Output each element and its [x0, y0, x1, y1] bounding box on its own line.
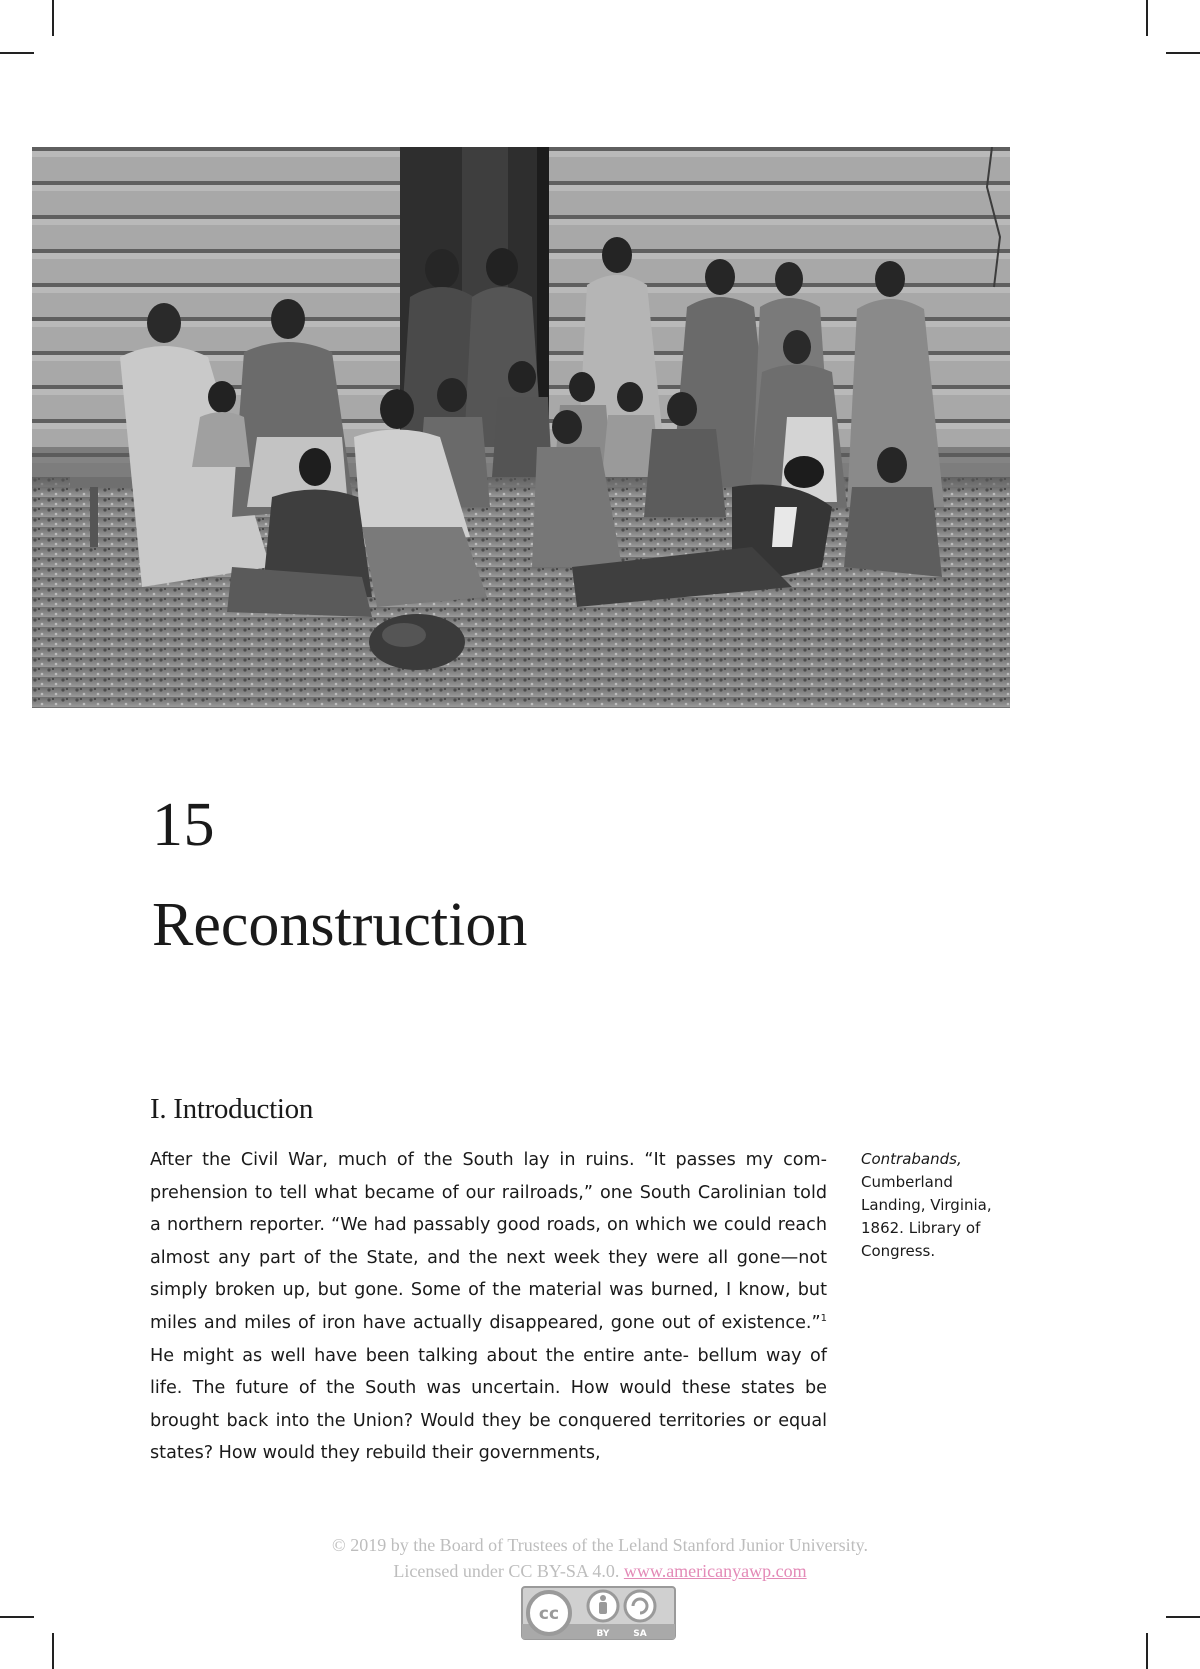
cc-badge-graphic — [521, 1586, 676, 1640]
body-line: gone—not simply broken up, but gone. Some of the material was burned, — [150, 1247, 828, 1301]
crop-mark — [1146, 1633, 1148, 1669]
crop-mark — [0, 1616, 34, 1618]
cc-by-sa-badge[interactable] — [521, 1586, 676, 1640]
sa-icon — [625, 1591, 655, 1621]
body-line: prehension to tell what became of our railroads,” one South Carolinian — [150, 1182, 787, 1203]
license-text: Licensed under CC BY-SA 4.0. — [393, 1561, 620, 1581]
caption-title: Contrabands, — [861, 1150, 962, 1168]
body-line: of existence.” — [697, 1312, 821, 1333]
body-line: could reach almost any part of the State, and the next week they were all — [150, 1215, 828, 1268]
page-footer — [0, 1532, 1200, 1584]
body-line: After the Civil War, much of the South lay in ruins. “It passes my com- — [150, 1150, 827, 1170]
badge-sa-text: SA — [633, 1629, 647, 1639]
photo-caption — [861, 1148, 1011, 1263]
section-heading: I. Introduction — [150, 1093, 314, 1125]
crop-mark — [1146, 0, 1148, 36]
crop-mark — [1166, 52, 1200, 54]
website-link[interactable]: www.americanyawp.com — [623, 1561, 807, 1581]
badge-cc-text: cc — [538, 1604, 560, 1624]
photo-illustration — [32, 147, 1010, 708]
badge-by-text: BY — [596, 1629, 610, 1639]
copyright-line: © 2019 by the Board of Trustees of the Leland Stanford Junior University. — [332, 1535, 868, 1555]
body-line: He might as well have been talking about the entire ante- — [150, 1345, 689, 1366]
caption-text: Cumberland Landing, Virginia, 1862. Library of Congress. — [861, 1173, 992, 1260]
chapter-photo — [32, 147, 1010, 708]
body-line: I know, but miles and miles of iron have actually disappeared, gone out — [150, 1280, 827, 1333]
crop-mark — [52, 1633, 54, 1669]
body-line: told a northern reporter. “We had passably good roads, on which we — [150, 1182, 827, 1236]
footnote-marker[interactable]: 1 — [820, 1312, 827, 1324]
chapter-number: 15 — [152, 791, 215, 859]
chapter-title: Reconstruction — [152, 891, 528, 959]
crop-mark — [52, 0, 54, 36]
crop-mark — [1166, 1616, 1200, 1618]
license-line — [0, 1558, 1200, 1584]
crop-mark — [0, 52, 34, 54]
body-paragraph — [150, 1144, 827, 1470]
body-line: territories or equal states? How would they rebuild their governments, — [150, 1410, 828, 1464]
body-line: bellum way of life. The future of the South was uncertain. How would — [150, 1345, 827, 1399]
body-line: these states be brought back into the Union? Would they be conquered — [150, 1378, 828, 1431]
